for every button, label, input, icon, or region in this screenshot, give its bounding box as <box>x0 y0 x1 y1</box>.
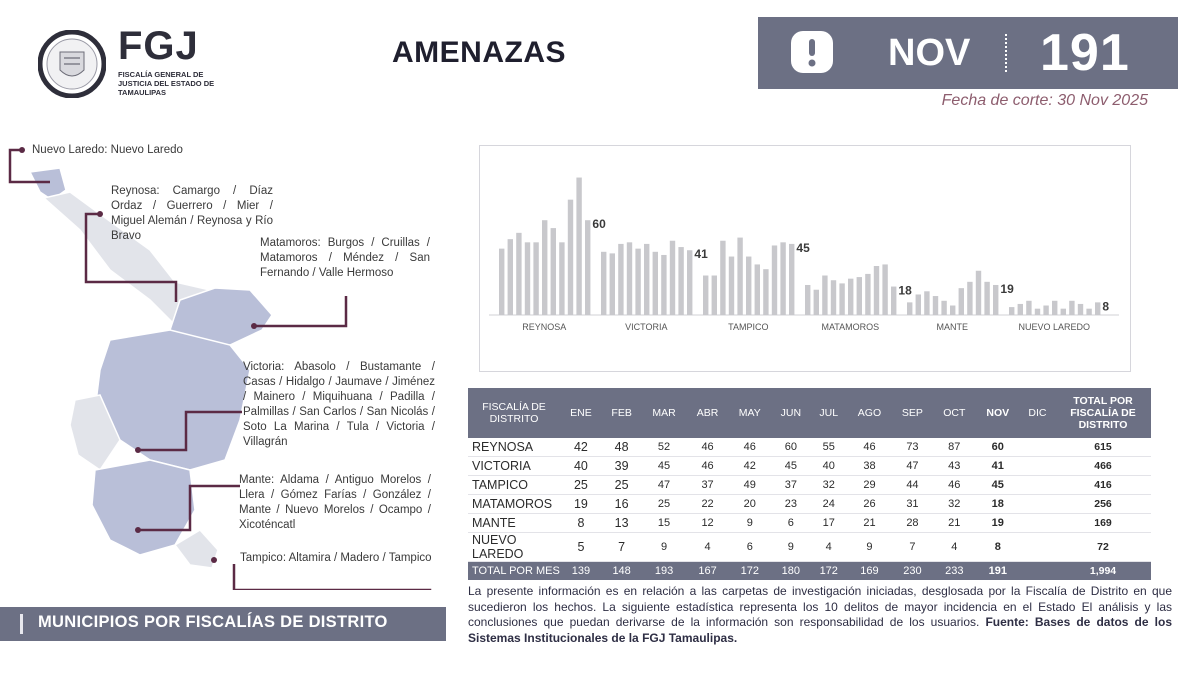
row-month-value: 73 <box>892 438 933 457</box>
row-month-value: 45 <box>976 476 1020 495</box>
bar <box>822 276 827 316</box>
bar <box>941 301 946 315</box>
row-month-value: 172 <box>811 562 847 581</box>
bar <box>670 241 675 315</box>
row-month-value <box>1020 476 1055 495</box>
bar <box>551 228 556 315</box>
row-month-value: 233 <box>933 562 976 581</box>
row-name: TOTAL POR MES <box>468 562 560 581</box>
municipalities-victoria: Victoria: Abasolo / Bustamante / Casas / Hidalgo / Jaumave / Jiménez / Mainero / Miquihuana / Padilla / Palmillas / San Carlos / San Nicolás / Soto La Marina / Tula / Victoria / Villagrán <box>243 361 435 448</box>
bar <box>508 239 513 315</box>
row-month-value: 9 <box>771 533 811 562</box>
row-month-value: 13 <box>602 514 642 533</box>
row-total: 72 <box>1055 533 1151 562</box>
table-row <box>468 476 1151 495</box>
row-month-value: 60 <box>771 438 811 457</box>
bar <box>831 280 836 315</box>
header-month: SEP <box>892 388 933 438</box>
row-month-value: 49 <box>728 476 771 495</box>
row-month-value: 7 <box>602 533 642 562</box>
row-month-value: 22 <box>687 495 729 514</box>
logo-subtitle: FISCALÍA GENERAL DE JUSTICIA DEL ESTADO DE TAMAULIPAS <box>118 70 215 97</box>
month-total-value: 191 <box>1040 24 1130 82</box>
row-month-value: 9 <box>847 533 892 562</box>
row-month-value: 9 <box>728 514 771 533</box>
header-month: MAR <box>641 388 686 438</box>
row-month-value: 20 <box>728 495 771 514</box>
bar <box>1061 309 1066 315</box>
bar <box>559 242 564 315</box>
row-month-value: 172 <box>728 562 771 581</box>
header-month: DIC <box>1020 388 1055 438</box>
row-month-value: 26 <box>847 495 892 514</box>
bar <box>746 257 751 315</box>
row-name: VICTORIA <box>468 457 560 476</box>
section-title-accent <box>20 614 23 634</box>
row-month-value: 16 <box>602 495 642 514</box>
table-row <box>468 514 1151 533</box>
bar <box>959 288 964 315</box>
bar <box>712 276 717 316</box>
row-month-value: 7 <box>892 533 933 562</box>
header-month: JUN <box>771 388 811 438</box>
exclamation-icon <box>790 30 834 74</box>
row-month-value: 46 <box>687 438 729 457</box>
row-name: MATAMOROS <box>468 495 560 514</box>
bar <box>1095 302 1100 315</box>
row-month-value: 40 <box>811 457 847 476</box>
header-month: MAY <box>728 388 771 438</box>
bar <box>772 245 777 315</box>
bar <box>720 241 725 315</box>
bar <box>993 285 998 315</box>
bar <box>916 294 921 315</box>
data-label: 19 <box>1000 281 1014 296</box>
row-month-value: 19 <box>976 514 1020 533</box>
bar <box>678 247 683 315</box>
bar <box>729 257 734 315</box>
header-month: NOV <box>976 388 1020 438</box>
row-month-value <box>1020 533 1055 562</box>
bar <box>839 283 844 315</box>
bar <box>976 271 981 315</box>
row-month-value: 40 <box>560 457 602 476</box>
row-month-value: 4 <box>811 533 847 562</box>
row-month-value: 12 <box>687 514 729 533</box>
bar <box>805 285 810 315</box>
header-month: AGO <box>847 388 892 438</box>
bar <box>661 255 666 315</box>
row-month-value: 139 <box>560 562 602 581</box>
header-month: FEB <box>602 388 642 438</box>
methodology-note <box>468 584 1172 646</box>
data-label: 45 <box>796 240 810 255</box>
leader-line-tampico <box>234 564 430 590</box>
table-row <box>468 457 1151 476</box>
bar <box>763 269 768 315</box>
row-month-value: 191 <box>976 562 1020 581</box>
row-month-value: 28 <box>892 514 933 533</box>
header-divider <box>1005 34 1007 72</box>
row-total: 169 <box>1055 514 1151 533</box>
row-month-value: 32 <box>933 495 976 514</box>
row-total: 416 <box>1055 476 1151 495</box>
bar <box>891 287 896 315</box>
row-month-value: 180 <box>771 562 811 581</box>
bar <box>1043 306 1048 315</box>
header-month: JUL <box>811 388 847 438</box>
cut-date: Fecha de corte: 30 Nov 2025 <box>941 92 1148 109</box>
bar <box>516 233 521 315</box>
row-month-value: 21 <box>933 514 976 533</box>
row-month-value: 55 <box>811 438 847 457</box>
row-month-value: 169 <box>847 562 892 581</box>
row-month-value: 46 <box>847 438 892 457</box>
category-label: NUEVO LAREDO <box>1018 322 1091 332</box>
row-month-value: 15 <box>641 514 686 533</box>
municipalities-matamoros: Matamoros: Burgos / Cruillas / Matamoros / Méndez / San Fernando / Valle Hermoso <box>260 237 430 279</box>
table-row <box>468 533 1151 562</box>
monthly-bar-chart <box>479 145 1131 372</box>
bar <box>967 282 972 315</box>
row-month-value: 9 <box>641 533 686 562</box>
bar <box>1069 301 1074 315</box>
data-label: 8 <box>1102 299 1110 314</box>
header-month: ABR <box>687 388 729 438</box>
bar <box>789 244 794 315</box>
row-month-value: 44 <box>892 476 933 495</box>
row-month-value: 42 <box>560 438 602 457</box>
row-month-value: 32 <box>811 476 847 495</box>
category-label: REYNOSA <box>522 322 567 332</box>
bar <box>907 302 912 315</box>
bar <box>1009 307 1014 315</box>
row-month-value: 24 <box>811 495 847 514</box>
note-text: La presente información es en relación a las carpetas de investigación iniciadas, desglosada por la Fiscalía de Distrito en que sucedieron los hechos. La siguiente estadística representa los 10 delitos de mayor incidencia en el Estado El análisis y las conclusiones que puedan derivarse de la información son responsabilidad de los usuarios. <box>468 584 1172 629</box>
row-month-value <box>1020 514 1055 533</box>
bar <box>814 290 819 315</box>
bar <box>703 276 708 316</box>
row-month-value: 148 <box>602 562 642 581</box>
row-month-value: 29 <box>847 476 892 495</box>
row-month-value: 46 <box>687 457 729 476</box>
bar <box>874 266 879 315</box>
row-month-value: 193 <box>641 562 686 581</box>
bar <box>687 250 692 315</box>
row-month-value: 25 <box>602 476 642 495</box>
row-month-value: 19 <box>560 495 602 514</box>
row-month-value: 39 <box>602 457 642 476</box>
row-month-value: 37 <box>687 476 729 495</box>
category-label: MATAMOROS <box>821 322 880 332</box>
month-label: NOV <box>888 32 971 74</box>
bar <box>780 242 785 315</box>
row-month-value: 167 <box>687 562 729 581</box>
row-month-value: 25 <box>641 495 686 514</box>
row-month-value: 47 <box>641 476 686 495</box>
note-source: Fuente: Bases de datos de los Sistemas Institucionales de la FGJ Tamaulipas. <box>468 615 1172 645</box>
bar <box>627 242 632 315</box>
category-label: TAMPICO <box>728 322 769 332</box>
table-row <box>468 438 1151 457</box>
bar <box>653 252 658 315</box>
bar <box>882 264 887 315</box>
bar <box>542 220 547 315</box>
bar <box>950 306 955 315</box>
bar <box>848 279 853 315</box>
row-month-value: 8 <box>560 514 602 533</box>
bar <box>568 200 573 315</box>
data-label: 60 <box>592 217 606 232</box>
section-title: MUNICIPIOS POR FISCALÍAS DE DISTRITO <box>38 613 388 631</box>
header-month: ENE <box>560 388 602 438</box>
municipalities-reynosa: Reynosa: Camargo / Díaz Ordaz / Guerrero / Mier / Miguel Alemán / Reynosa y Río Bravo <box>111 185 273 242</box>
row-month-value: 8 <box>976 533 1020 562</box>
row-month-value: 4 <box>933 533 976 562</box>
row-total: 615 <box>1055 438 1151 457</box>
row-month-value: 25 <box>560 476 602 495</box>
bar <box>576 178 581 315</box>
table-row <box>468 495 1151 514</box>
data-label: 41 <box>694 247 708 262</box>
header-district: FISCALÍA DE DISTRITO <box>468 388 560 438</box>
bar <box>610 253 615 315</box>
row-month-value: 41 <box>976 457 1020 476</box>
row-month-value: 37 <box>771 476 811 495</box>
row-month-value: 38 <box>847 457 892 476</box>
header-total: TOTAL POR FISCALÍA DE DISTRITO <box>1055 388 1151 438</box>
row-month-value <box>1020 562 1055 581</box>
row-month-value: 42 <box>728 457 771 476</box>
table-total-row <box>468 562 1151 581</box>
bar <box>984 282 989 315</box>
bar <box>1078 304 1083 315</box>
bar <box>525 242 530 315</box>
row-month-value: 60 <box>976 438 1020 457</box>
row-name: TAMPICO <box>468 476 560 495</box>
bar <box>737 238 742 315</box>
row-name: NUEVO LAREDO <box>468 533 560 562</box>
row-month-value <box>1020 438 1055 457</box>
row-month-value: 87 <box>933 438 976 457</box>
row-month-value: 48 <box>602 438 642 457</box>
row-month-value: 47 <box>892 457 933 476</box>
bar <box>857 277 862 315</box>
row-month-value: 230 <box>892 562 933 581</box>
bar <box>601 252 606 315</box>
row-month-value: 46 <box>933 476 976 495</box>
bar <box>933 296 938 315</box>
bar <box>865 274 870 315</box>
row-month-value: 45 <box>641 457 686 476</box>
bar <box>585 220 590 315</box>
header-month: OCT <box>933 388 976 438</box>
table-header-row <box>468 388 1151 438</box>
bar <box>755 264 760 315</box>
fgj-emblem-logo <box>38 30 106 98</box>
row-month-value: 23 <box>771 495 811 514</box>
bar <box>499 249 504 315</box>
bar <box>644 244 649 315</box>
bar <box>1018 304 1023 315</box>
municipalities-nuevo-laredo: Nuevo Laredo: Nuevo Laredo <box>32 144 183 156</box>
row-month-value: 43 <box>933 457 976 476</box>
row-month-value: 52 <box>641 438 686 457</box>
row-month-value: 21 <box>847 514 892 533</box>
bar <box>618 244 623 315</box>
row-month-value: 6 <box>771 514 811 533</box>
bar <box>533 242 538 315</box>
row-month-value: 5 <box>560 533 602 562</box>
row-total: 256 <box>1055 495 1151 514</box>
municipalities-mante: Mante: Aldama / Antiguo Morelos / Llera / Gómez Farías / González / Mante / Nuevo Morelos / Ocampo / Xicoténcatl <box>239 474 431 531</box>
category-label: VICTORIA <box>625 322 668 332</box>
bar <box>1035 309 1040 315</box>
row-name: MANTE <box>468 514 560 533</box>
monthly-data-table <box>468 388 1151 580</box>
row-month-value: 17 <box>811 514 847 533</box>
row-total: 1,994 <box>1055 562 1151 581</box>
bar <box>1086 309 1091 315</box>
row-month-value: 18 <box>976 495 1020 514</box>
row-total: 466 <box>1055 457 1151 476</box>
row-name: REYNOSA <box>468 438 560 457</box>
row-month-value <box>1020 495 1055 514</box>
bar <box>635 249 640 315</box>
category-label: MANTE <box>936 322 969 332</box>
map-region-mante <box>92 460 195 555</box>
municipalities-tampico: Tampico: Altamira / Madero / Tampico <box>240 552 432 564</box>
row-month-value: 45 <box>771 457 811 476</box>
logo-wordmark: FGJ <box>118 24 199 68</box>
row-month-value <box>1020 457 1055 476</box>
row-month-value: 31 <box>892 495 933 514</box>
data-label: 18 <box>898 283 912 298</box>
row-month-value: 6 <box>728 533 771 562</box>
row-month-value: 4 <box>687 533 729 562</box>
map-region-tampico <box>175 530 218 568</box>
page-title: AMENAZAS <box>392 36 566 69</box>
bar <box>924 291 929 315</box>
bar <box>1052 301 1057 315</box>
row-month-value: 46 <box>728 438 771 457</box>
bar <box>1026 301 1031 315</box>
